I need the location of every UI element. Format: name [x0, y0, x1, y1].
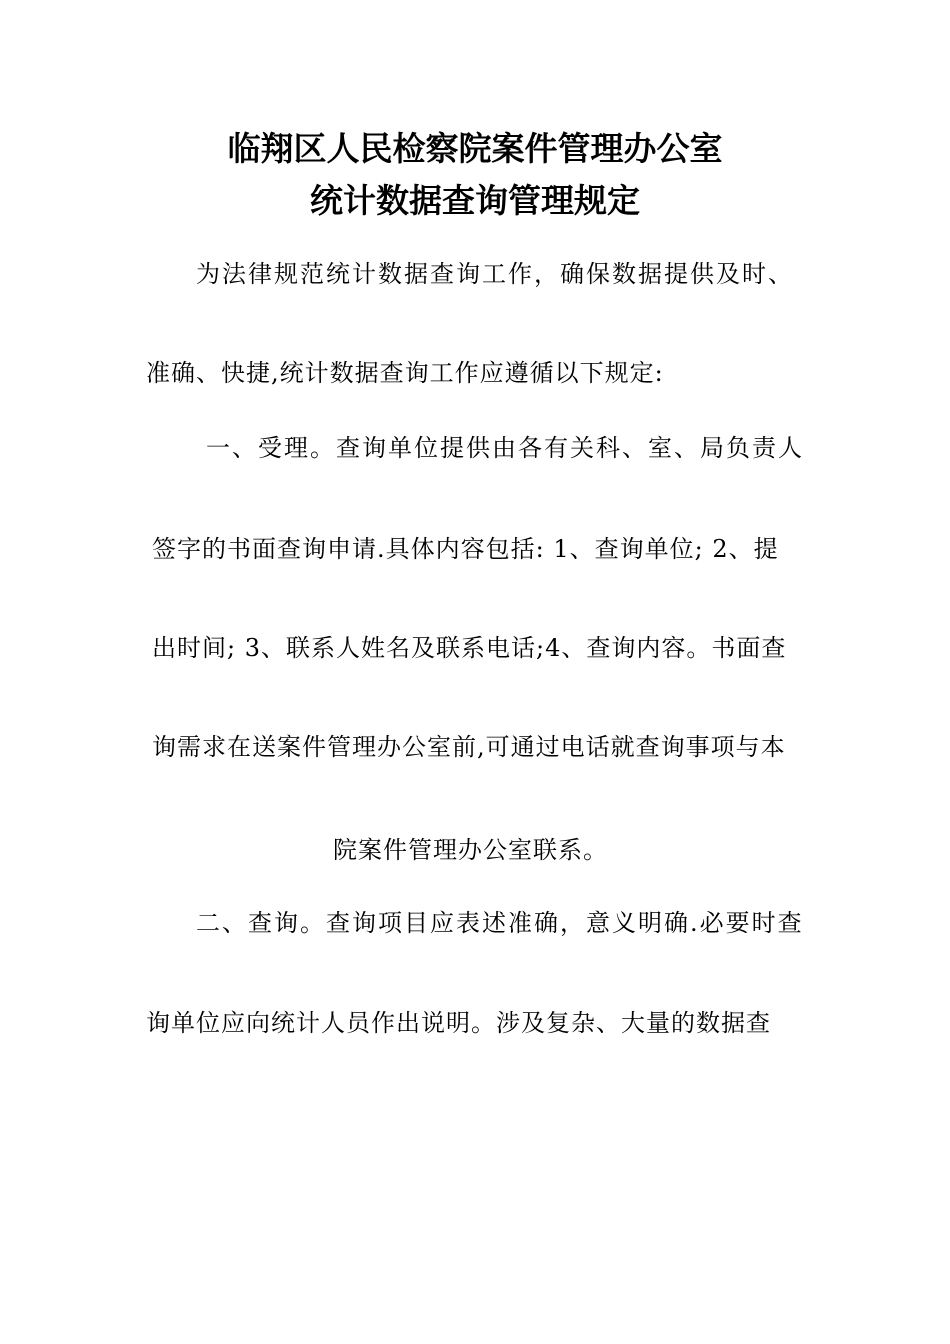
paragraph-line: 院案件管理办公室联系。	[333, 836, 608, 864]
paragraph-line: 二、查询。查询项目应表述准确，意义明确.必要时查	[196, 909, 804, 937]
paragraph-line: 询需求在送案件管理办公室前,可通过电话就查询事项与本	[152, 733, 786, 761]
document-title-line-2: 统计数据查询管理规定	[310, 181, 640, 220]
paragraph-line: 签字的书面查询申请.具体内容包括: 1、查询单位; 2、提	[152, 535, 779, 563]
paragraph-line: 一、受理。查询单位提供由各有关科、室、局负责人	[206, 434, 804, 462]
paragraph-line: 准确、快捷,统计数据查询工作应遵循以下规定:	[146, 359, 664, 387]
document-title-line-1: 临翔区人民检察院案件管理办公室	[227, 129, 723, 168]
paragraph-line: 出时间; 3、联系人姓名及联系电话;4、查询内容。书面查	[152, 634, 787, 662]
paragraph-line: 为法律规范统计数据查询工作，确保数据提供及时、	[196, 260, 794, 288]
paragraph-line: 询单位应向统计人员作出说明。涉及复杂、大量的数据查	[146, 1009, 771, 1037]
